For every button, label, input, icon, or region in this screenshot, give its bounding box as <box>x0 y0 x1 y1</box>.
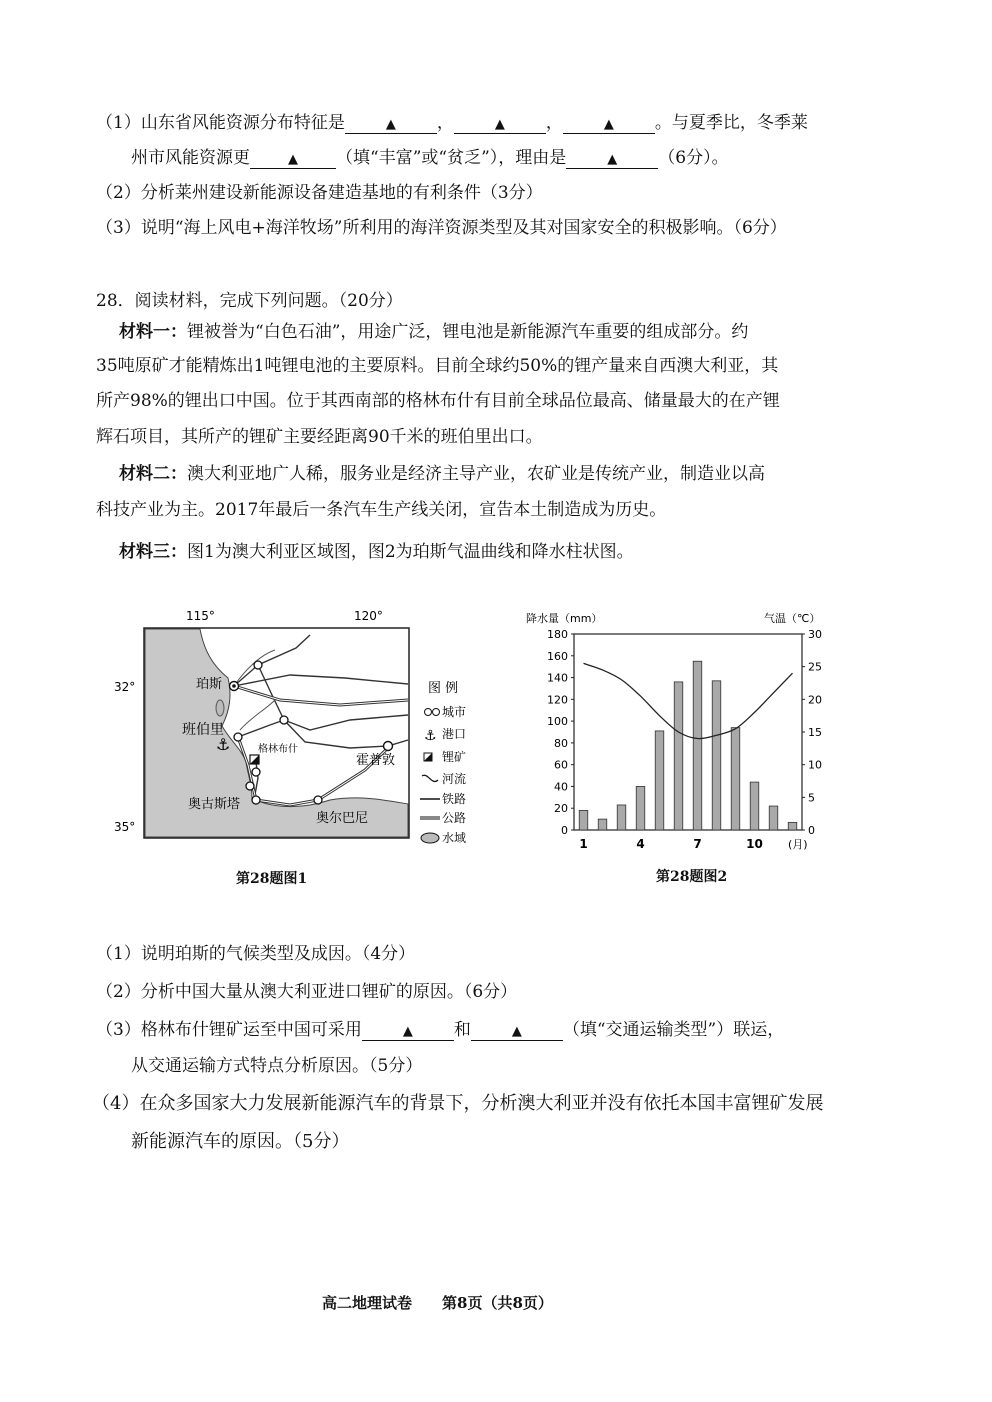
precipitation-bar <box>769 806 778 830</box>
y-tick-label: 20 <box>554 802 568 816</box>
city-marker <box>252 768 260 776</box>
q28-part3-line1: （3）格林布什锂矿运至中国可采用 ▲ 和 ▲ （填“交通运输类型”）联运， <box>96 1020 785 1040</box>
material3-line1: 材料三：图1为澳大利亚区域图，图2为珀斯气温曲线和降水柱状图。 <box>119 542 634 562</box>
precipitation-bar <box>731 728 740 830</box>
legend-item: 城市 <box>442 705 467 719</box>
material2-line1: 材料二：澳大利亚地广人稀，服务业是经济主导产业，农矿业是传统产业，制造业以高 <box>119 464 765 484</box>
precipitation-bar <box>788 822 797 830</box>
x-tick-label: 7 <box>693 837 702 851</box>
q27-part1-line1: （1）山东省风能资源分布特征是 ▲ ， ▲ ， ▲ 。与夏季比，冬季莱 <box>96 113 808 133</box>
y-tick-label: 0 <box>561 824 568 837</box>
legend-item: 水域 <box>442 831 467 845</box>
precipitation-bar <box>750 782 759 830</box>
q28-part4-line2: 新能源汽车的原因。（5分） <box>131 1131 350 1152</box>
city-label: 格林布什 <box>258 744 298 755</box>
city-marker <box>252 796 260 804</box>
river-icon <box>422 775 438 781</box>
plot-frame <box>574 634 802 830</box>
legend-item: 公路 <box>442 811 467 825</box>
precipitation-bar <box>598 819 607 830</box>
answer-blank[interactable]: ▲ <box>250 148 336 169</box>
longitude-label: 115° <box>186 609 215 623</box>
legend-item: 铁路 <box>442 792 467 806</box>
q28-part2: （2）分析中国大量从澳大利亚进口锂矿的原因。（6分） <box>96 982 518 1002</box>
answer-blank[interactable]: ▲ <box>362 1020 454 1041</box>
precipitation-bar <box>579 810 588 830</box>
material1-line1: 材料一：锂被誉为“白色石油”，用途广泛，锂电池是新能源汽车重要的组成部分。约 <box>119 322 749 342</box>
latitude-label: 35° <box>114 820 136 834</box>
city-marker <box>246 782 254 790</box>
city-marker <box>280 716 288 724</box>
x-tick-label: 4 <box>636 837 645 851</box>
material1-line3: 所产98%的锂出口中国。位于其西南部的格林布什有目前全球品位最高、储量最大的在产锂 <box>96 391 780 411</box>
q28-part4-line1: （4）在众多国家大力发展新能源汽车的背景下，分析澳大利亚并没有依托本国丰富锂矿发展 <box>92 1093 824 1114</box>
city-marker <box>234 733 242 741</box>
anchor-icon: ⚓ <box>216 735 231 754</box>
city-label: 珀斯 <box>196 677 223 692</box>
answer-blank[interactable]: ▲ <box>566 148 658 169</box>
q27-part2: （2）分析莱州建设新能源设备建造基地的有利条件（3分） <box>96 183 543 203</box>
city-marker <box>384 742 393 751</box>
legend-title: 图 例 <box>428 681 459 696</box>
city-label: 霍普敦 <box>356 753 396 768</box>
material2-line2: 科技产业为主。2017年最后一条汽车生产线关闭，宣告本土制造成为历史。 <box>96 500 667 520</box>
answer-blank[interactable]: ▲ <box>563 113 655 134</box>
y-tick-label: 140 <box>547 671 568 685</box>
legend-item: 河流 <box>442 772 467 786</box>
y2-tick-label: 10 <box>808 758 822 772</box>
page-footer: 高二地理试卷 第8页（共8页） <box>322 1294 553 1312</box>
y2-tick-label: 30 <box>808 628 822 641</box>
figure1-caption: 第28题图1 <box>236 871 308 887</box>
map-legend <box>420 705 466 845</box>
y2-axis-label: 气温（℃） <box>764 612 821 625</box>
city-label: 奥古斯塔 <box>188 797 241 812</box>
y2-tick-label: 5 <box>808 791 815 805</box>
q28-part1: （1）说明珀斯的气候类型及成因。（4分） <box>96 944 416 964</box>
x-tick-label: 1 <box>579 837 588 851</box>
y2-tick-label: 0 <box>808 824 815 837</box>
q28-part3-line2: 从交通运输方式特点分析原因。（5分） <box>131 1056 423 1076</box>
city-marker <box>254 661 262 669</box>
y2-tick-label: 15 <box>808 726 822 739</box>
precipitation-bar <box>693 661 702 830</box>
answer-blank[interactable]: ▲ <box>454 113 546 134</box>
climate-chart <box>520 606 830 858</box>
x-axis-unit: (月) <box>788 838 808 851</box>
precipitation-bar <box>712 681 721 830</box>
city-marker <box>314 796 322 804</box>
y-tick-label: 120 <box>547 693 568 707</box>
anchor-icon: ⚓ <box>424 728 437 744</box>
x-tick-label: 10 <box>746 837 763 851</box>
y-axis-label: 降水量（mm） <box>526 612 603 625</box>
y-tick-label: 80 <box>554 736 568 750</box>
y-tick-label: 180 <box>547 628 568 641</box>
y-tick-label: 60 <box>554 758 568 772</box>
y-tick-label: 160 <box>547 649 568 663</box>
longitude-label: 120° <box>354 609 383 623</box>
q27-part1-line2: 州市风能资源更 ▲ （填“丰富”或“贫乏”），理由是 ▲ （6分）。 <box>131 148 729 168</box>
temperature-line <box>584 663 793 738</box>
answer-blank[interactable]: ▲ <box>471 1020 563 1041</box>
legend-item: 锂矿 <box>442 750 467 764</box>
q28-title: 28．阅读材料，完成下列问题。（20分） <box>96 291 403 311</box>
city-label: 奥尔巴尼 <box>316 811 369 826</box>
precipitation-bar <box>636 786 645 830</box>
y-tick-label: 40 <box>554 780 568 794</box>
answer-blank[interactable]: ▲ <box>345 113 437 134</box>
precipitation-bar <box>617 805 626 830</box>
latitude-label: 32° <box>114 680 136 694</box>
material1-line4: 辉石项目，其所产的锂矿主要经距离90千米的班伯里出口。 <box>96 427 543 447</box>
material1-line2: 35吨原矿才能精炼出1吨锂电池的主要原料。目前全球约50%的锂产量来自西澳大利亚，其 <box>96 356 779 376</box>
y-tick-label: 100 <box>547 715 568 729</box>
legend-item: 港口 <box>442 727 467 741</box>
region-map <box>100 600 500 850</box>
q27-part3: （3）说明“海上风电+海洋牧场”所利用的海洋资源类型及其对国家安全的积极影响。（6分） <box>96 218 787 238</box>
precipitation-bar <box>674 682 683 830</box>
y2-tick-label: 25 <box>808 660 822 674</box>
figure2-caption: 第28题图2 <box>656 869 728 885</box>
precipitation-bar <box>655 731 664 830</box>
city-label: 班伯里 <box>182 722 224 738</box>
y2-tick-label: 20 <box>808 693 822 707</box>
